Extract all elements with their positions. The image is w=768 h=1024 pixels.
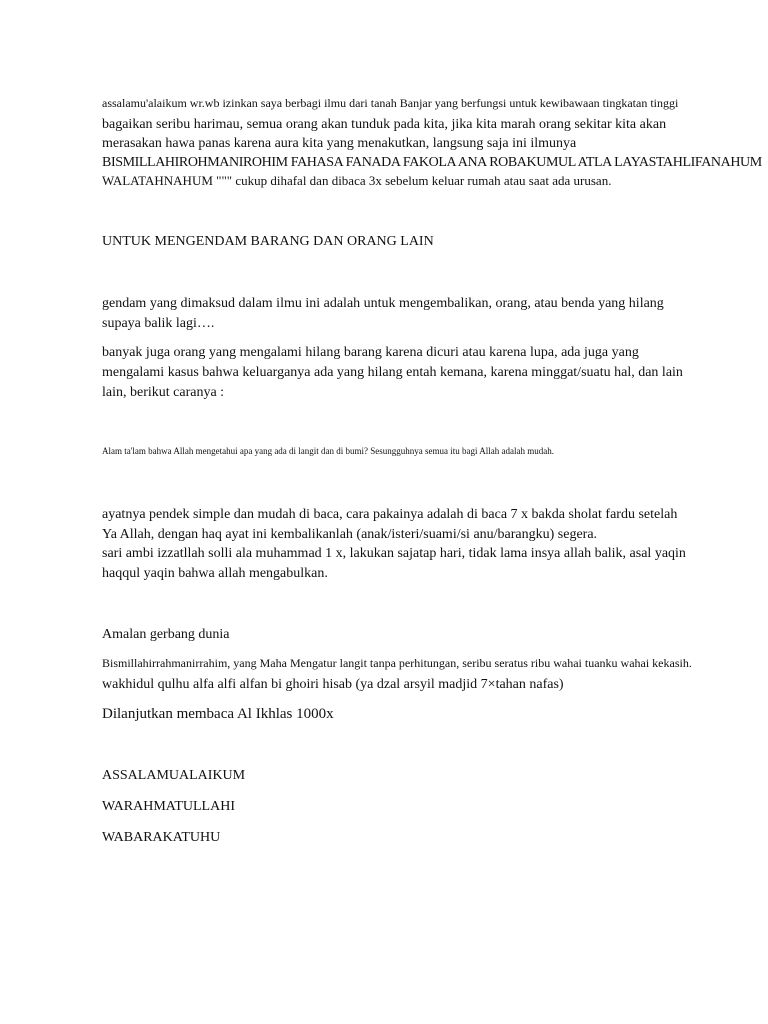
ayat-line-1: ayatnya pendek simple dan mudah di baca, cara pakainya adalah di baca 7 x bakda sholat fardu setelah — [102, 507, 678, 522]
ayat-line-4: haqqul yaqin bahwa allah mengabulkan. — [102, 566, 328, 581]
closing-warahmatullahi: WARAHMATULLAHI — [102, 799, 235, 814]
heading-gendam: UNTUK MENGENDAM BARANG DAN ORANG LAIN — [102, 234, 434, 249]
gendam-line-3: banyak juga orang yang mengalami hilang barang karena dicuri atau karena lupa, ada juga yang — [102, 345, 639, 360]
closing-assalamualaikum: ASSALAMUALAIKUM — [102, 768, 246, 783]
amalan-line-1: Bismillahirrahmanirrahim, yang Maha Mengatur langit tanpa perhitungan, seribu seratus ribu wahai tuanku wahai kekasih. — [102, 656, 692, 670]
amalan-line-2: wakhidul qulhu alfa alfi alfan bi ghoiri hisab (ya dzal arsyil madjid 7×tahan nafas) — [102, 677, 564, 692]
intro-line-1: assalamu'alaikum wr.wb izinkan saya berbagi ilmu dari tanah Banjar yang berfungsi untuk kewibawaan tingkatan tinggi — [102, 96, 679, 110]
gendam-line-1: gendam yang dimaksud dalam ilmu ini adalah untuk mengembalikan, orang, atau benda yang hilang — [102, 296, 664, 311]
ayat-translation-note: Alam ta'lam bahwa Allah mengetahui apa yang ada di langit dan di bumi? Sesungguhnya semua itu bagi Allah adalah mudah. — [102, 446, 555, 456]
intro-line-2: bagaikan seribu harimau, semua orang akan tunduk pada kita, jika kita marah orang sekitar kita akan — [102, 117, 667, 132]
intro-line-4-mantra: BISMILLAHIROHMANIROHIM FAHASA FANADA FAKOLA ANA ROBAKUMUL ATLA LAYASTAHLIFANAHUM — [102, 155, 762, 170]
gendam-line-5: lain, berikut caranya : — [102, 385, 225, 400]
heading-amalan: Amalan gerbang dunia — [102, 627, 230, 642]
ayat-line-2: Ya Allah, dengan haq ayat ini kembalikanlah (anak/isteri/suami/si anu/barangku) segera. — [102, 527, 598, 542]
intro-line-5: WALATAHNAHUM """ cukup dihafal dan dibaca 3x sebelum keluar rumah atau saat ada urusan. — [102, 173, 612, 188]
ayat-line-3: sari ambi izzatllah solli ala muhammad 1 x, lakukan sajatap hari, tidak lama insya allah balik, asal yaqin — [102, 546, 686, 561]
gendam-line-2: supaya balik lagi…. — [102, 316, 215, 331]
amalan-line-3: Dilanjutkan membaca Al Ikhlas 1000x — [102, 706, 334, 722]
gendam-line-4: mengalami kasus bahwa keluarganya ada yang hilang entah kemana, karena minggat/suatu hal, dan lain — [102, 365, 683, 380]
intro-line-3: merasakan hawa panas karena aura kita yang menakutkan, langsung saja ini ilmunya — [102, 136, 577, 151]
closing-wabarakatuhu: WABARAKATUHU — [102, 830, 221, 845]
